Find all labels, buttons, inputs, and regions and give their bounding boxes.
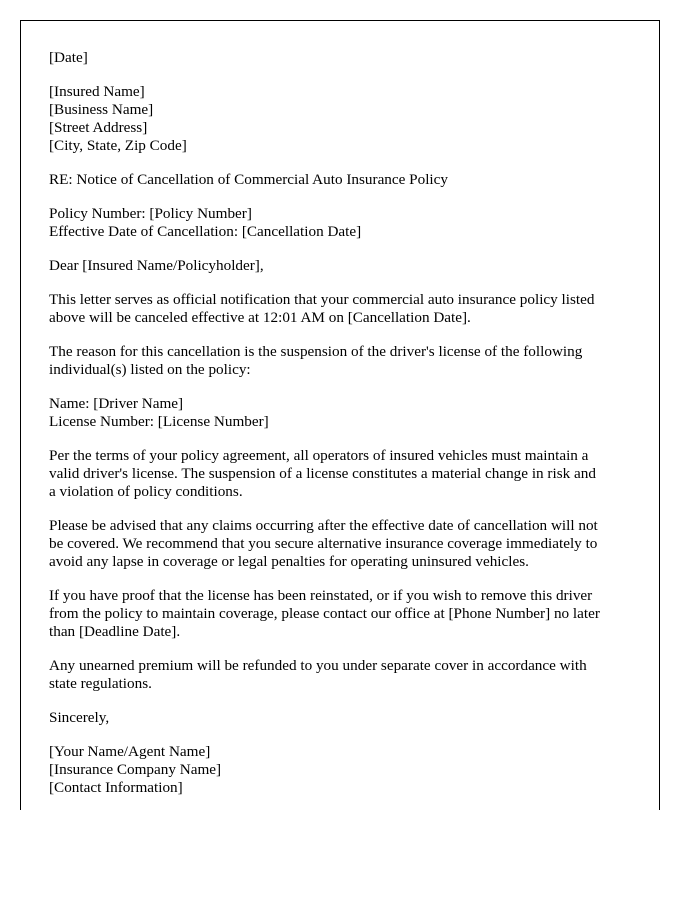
driver-details (49, 395, 631, 431)
letter-date (49, 49, 631, 67)
policy-number: Policy Number: [Policy Number] (49, 205, 252, 222)
paragraph-line: Any unearned premium will be refunded to you under separate cover in accordance with (49, 657, 587, 674)
paragraph-line: a violation of policy conditions. (49, 483, 243, 500)
insured-name: [Insured Name] (49, 83, 145, 100)
date-line: [Date] (49, 49, 88, 66)
city-state-zip: [City, State, Zip Code] (49, 137, 187, 154)
street-address: [Street Address] (49, 119, 148, 136)
notification-paragraph (49, 291, 631, 327)
closing-line: Sincerely, (49, 709, 110, 726)
subject-line (49, 171, 631, 189)
paragraph-line: avoid any lapse in coverage or legal penalties for operating uninsured vehicles. (49, 553, 529, 570)
paragraph-line: This letter serves as official notification that your commercial auto insurance policy listed (49, 291, 595, 308)
license-number: License Number: [License Number] (49, 413, 269, 430)
reinstatement-paragraph (49, 587, 631, 641)
business-name: [Business Name] (49, 101, 154, 118)
refund-paragraph (49, 657, 631, 693)
policy-details (49, 205, 631, 241)
salutation (49, 257, 631, 275)
signature-block (49, 743, 631, 797)
reason-paragraph (49, 343, 631, 379)
paragraph-line: be covered. We recommend that you secure alternative insurance coverage immediately to (49, 535, 598, 552)
agent-name: [Your Name/Agent Name] (49, 743, 211, 760)
paragraph-line: valid driver's license. The suspension of a license constitutes a material change in risk and (49, 465, 596, 482)
paragraph-line: Per the terms of your policy agreement, all operators of insured vehicles must maintain a (49, 447, 589, 464)
paragraph-line: If you have proof that the license has been reinstated, or if you wish to remove this driver (49, 587, 593, 604)
paragraph-line: individual(s) listed on the policy: (49, 361, 251, 378)
terms-paragraph (49, 447, 631, 501)
effective-date: Effective Date of Cancellation: [Cancellation Date] (49, 223, 362, 240)
claims-paragraph (49, 517, 631, 571)
salutation-line: Dear [Insured Name/Policyholder], (49, 257, 264, 274)
paragraph-line: than [Deadline Date]. (49, 623, 181, 640)
recipient-address (49, 83, 631, 155)
letter-page (20, 20, 660, 810)
paragraph-line: above will be canceled effective at 12:01 AM on [Cancellation Date]. (49, 309, 471, 326)
company-name: [Insurance Company Name] (49, 761, 222, 778)
paragraph-line: state regulations. (49, 675, 152, 692)
closing (49, 709, 631, 727)
paragraph-line: from the policy to maintain coverage, please contact our office at [Phone Number] no later (49, 605, 600, 622)
paragraph-line: The reason for this cancellation is the suspension of the driver's license of the following (49, 343, 583, 360)
paragraph-line: Please be advised that any claims occurring after the effective date of cancellation will not (49, 517, 598, 534)
driver-name: Name: [Driver Name] (49, 395, 184, 412)
contact-information: [Contact Information] (49, 779, 183, 796)
re-line: RE: Notice of Cancellation of Commercial Auto Insurance Policy (49, 171, 448, 188)
